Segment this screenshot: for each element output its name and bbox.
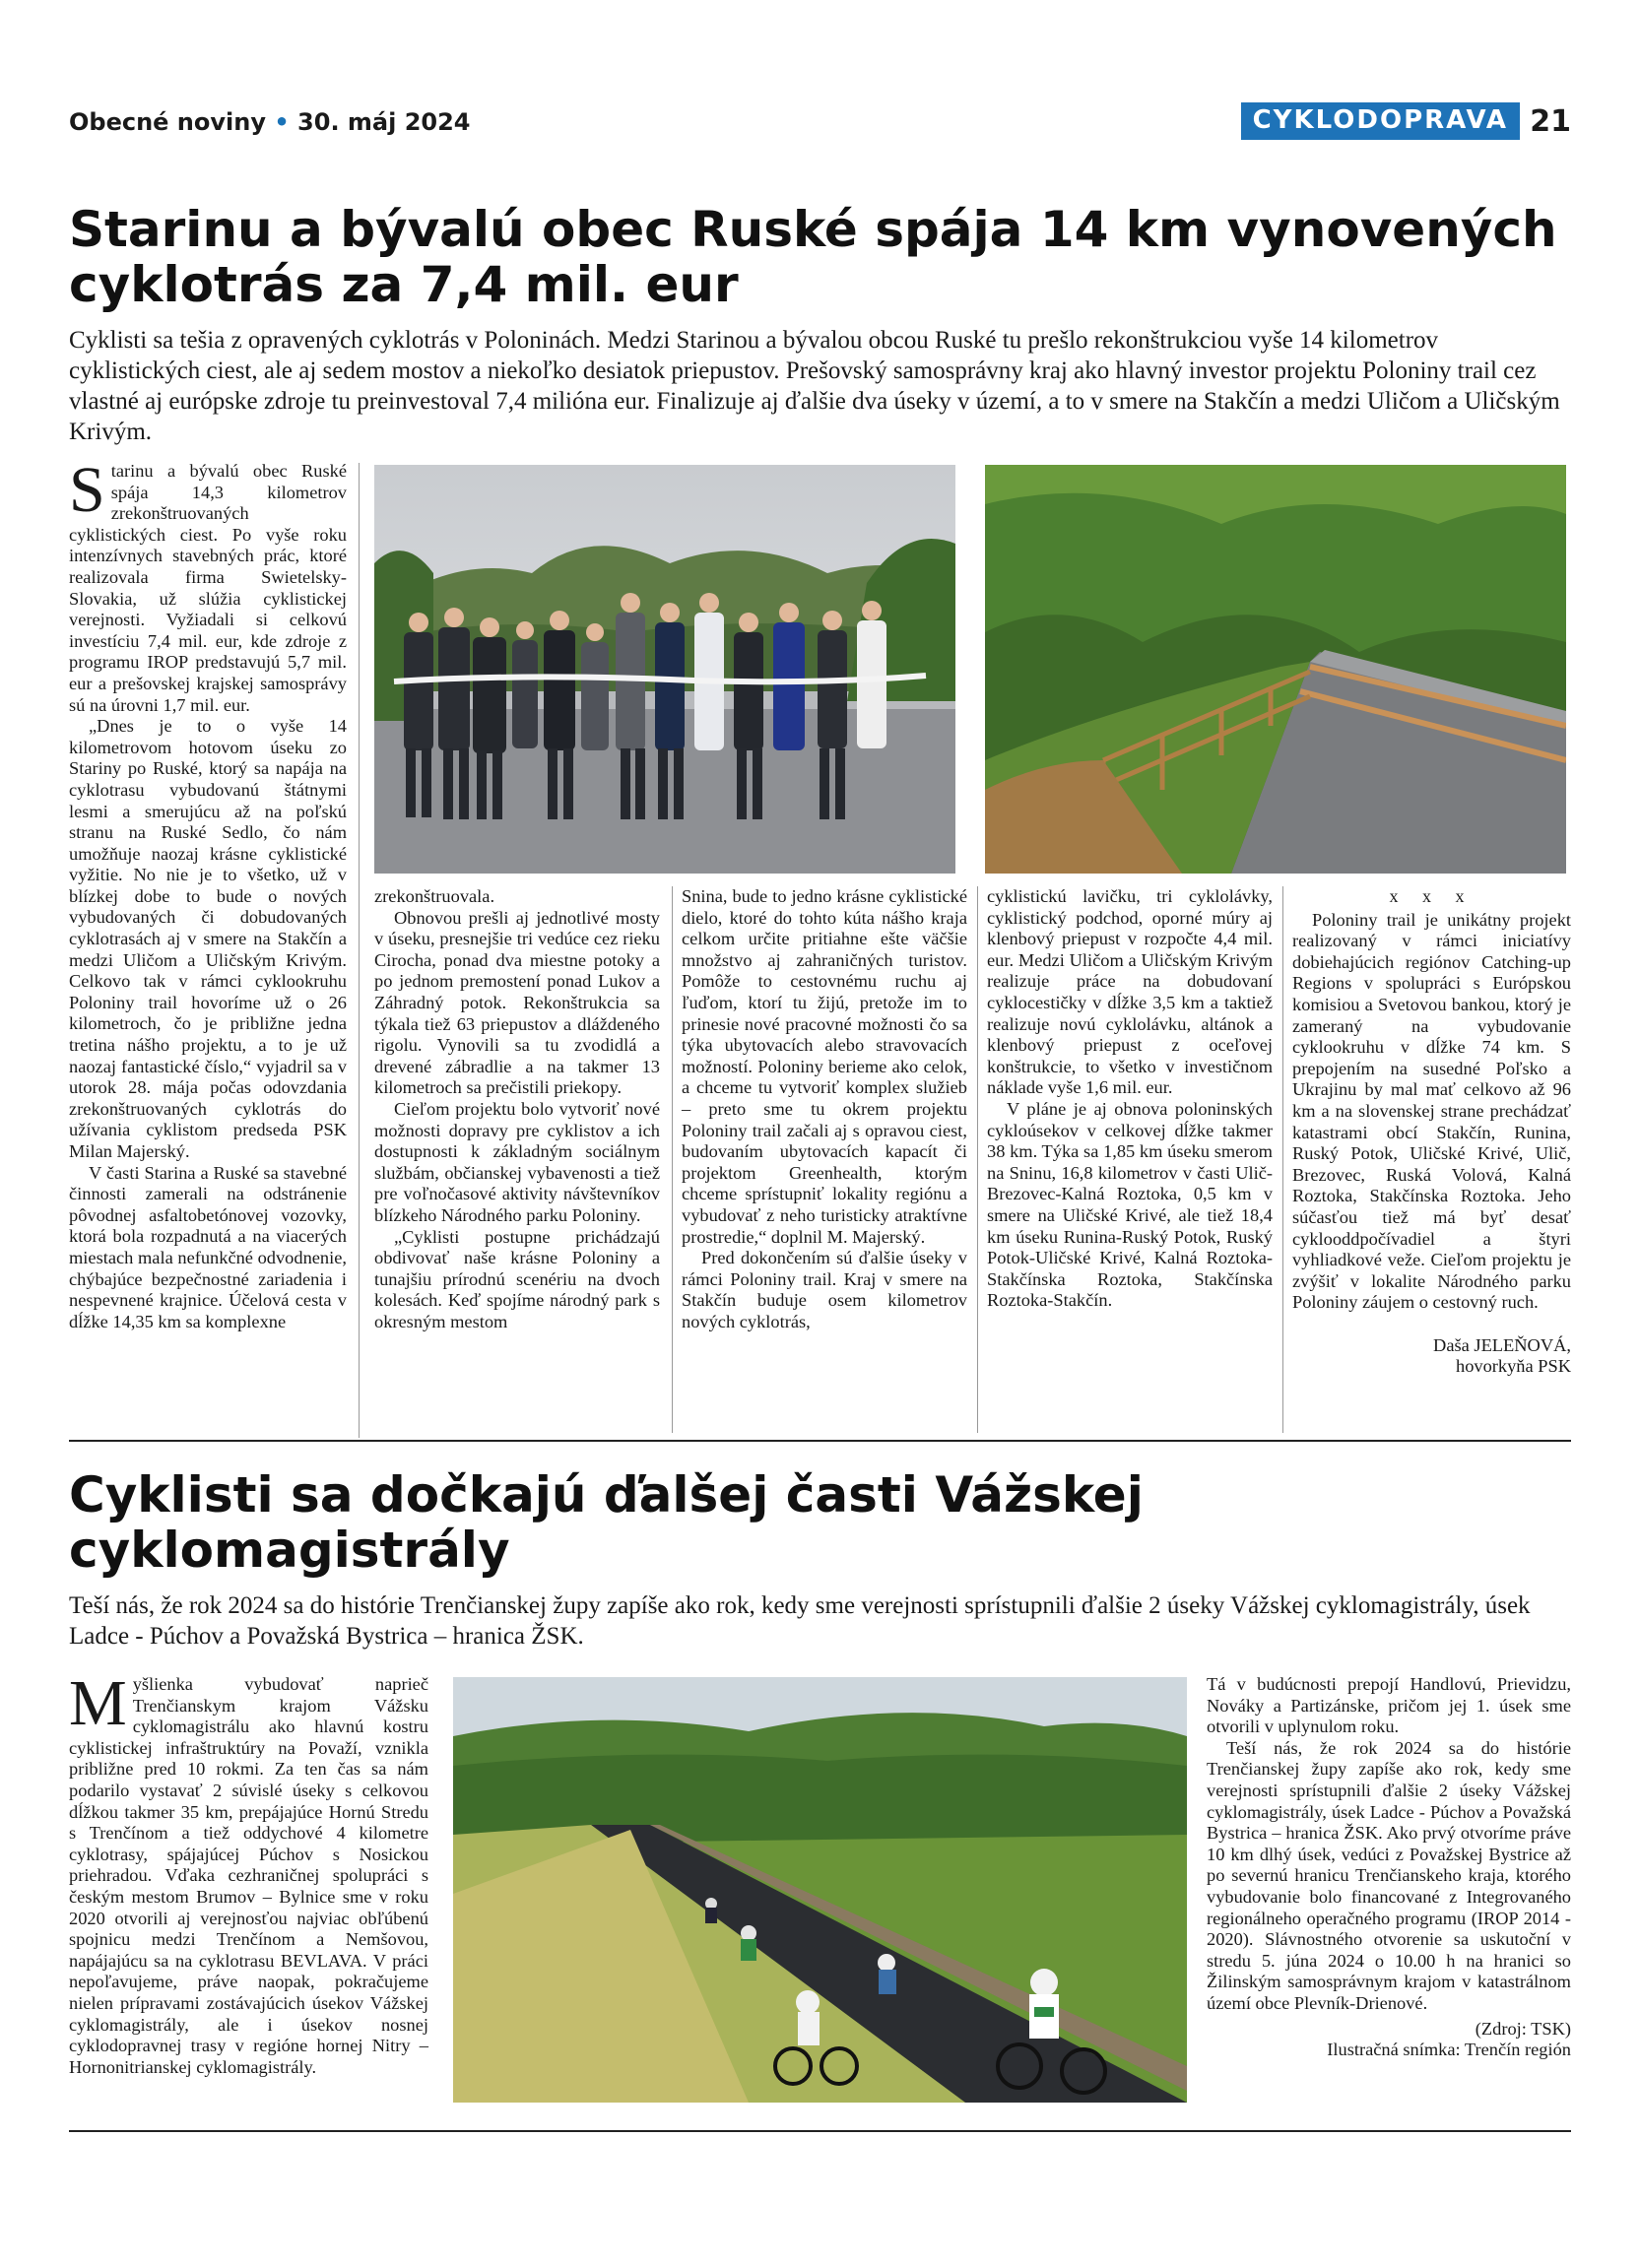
issue-date: 30. máj 2024 xyxy=(297,108,471,136)
source-credit: (Zdroj: TSK) xyxy=(1475,2018,1571,2039)
article1-column-2 xyxy=(374,886,660,1332)
article1-column-4 xyxy=(987,886,1273,1312)
paragraph: V pláne je aj obnova poloninských cykloúsekov v celkovej dĺžke takmer 38 km. Týka sa 1,85 km úseku smerom na Sninu, 16,8 kilometrov v časti Ulič-Brezovec-Kalná Roztoka, 0,5 km v smere na Uličské Krivé, ale tiež 18,4 km úseku Runina-Ruský Potok, Ruský Potok-Uličské Krivé, Kalná Roztoka-Stakčínska Roztoka, Stakčínska Roztoka-Stakčín. xyxy=(987,1098,1273,1311)
paragraph: Starinu a bývalú obec Ruské spája 14,3 kilometrov zrekonštruovaných cyklistických ciest. Po vyše roku intenzívnych stavebných prác, ktoré realizovala firma Swietelsky-Slovakia, už slúžia cyklistickej verejnosti. Vyžiadali si celkovú investíciu 7,4 mil. eur, kde zdroje z programu IROP predstavujú 5,7 mil. eur a prešovskej krajskej samosprávy sú na úrovni 1,7 mil. eur. xyxy=(69,454,347,715)
article1-column-1 xyxy=(69,454,347,1332)
paragraph: V časti Starina a Ruské sa stavebné činnosti zamerali na odstránenie pôvodnej asfaltobetónovej vozovky, ktorá bola rozpadnutá a na viacerých miestach mala nefunkčné odvodnenie, chýbajúce bezpečnostné zariadenia i nespevnené krajnice. Účelová cesta v dĺžke 14,35 km sa komplexne xyxy=(69,1162,347,1331)
article2-column-1 xyxy=(69,1667,428,2078)
ribbon-cutting-photo xyxy=(374,465,955,874)
article2-lead: Teší nás, že rok 2024 sa do histórie Trenčianskej župy zapíše ako rok, kedy sme verejnosti sprístupnili ďalšie 2 úseky Vážskej cyklomagistrály, úsek Ladce - Púchov a Považská Bystrica – hranica ŽSK. xyxy=(69,1592,1531,1650)
paragraph: „Cyklisti postupne prichádzajú obdivovať naše krásne Poloniny a tunajšiu prírodnú scenériu na dvoch kolesách. Keď spojíme národný park s okresným mestom xyxy=(374,1226,660,1331)
bottom-rule xyxy=(69,2130,1571,2132)
masthead xyxy=(69,108,471,136)
paragraph: Teší nás, že rok 2024 sa do histórie Trenčianskej župy zapíše ako rok, kedy sme verejnosti sprístupnili ďalšie 2 úseky Vážskej cyklomagistrály, úsek Ladce - Púchov a Považská Bystrica – hranica ŽSK. Ako prvý otvoríme práve 10 km dlhý úsek, vedúci z Považskej Bystrice až po severnú hranicu Trenčianskeho kraja, ktorého vybudovanie bolo financované z Integrovaného regionálneho operačného programu (IROP 2014 - 2020). Slávnostného otvorenie sa uskutoční v stredu 5. júna 2024 o 10.00 h na hranici so Žilinským samosprávnym krajom v katastrálnom území obce Plevník-Drienové. xyxy=(1207,1737,1571,2013)
drop-cap: M xyxy=(69,1667,127,1739)
drop-cap: S xyxy=(69,454,105,526)
paragraph: Tá v budúcnosti prepojí Handlovú, Prievidzu, Nováky a Partizánske, pričom jej 1. úsek sme otvorili v uplynulom roku. xyxy=(1207,1674,1571,1737)
section-label: CYKLODOPRAVA xyxy=(1241,102,1520,140)
paragraph: cyklistickú lavičku, tri cyklolávky, cyklistický podchod, oporné múry aj klenbový priepust v rozpočte 4,4 mil. eur. Medzi Uličom a Uličským Krivým realizuje práce na dobudovaní cyklocestičky v dĺžke 3,5 km a taktiež realizuje novú cyklolávku, altánok a klenbový priepust z oceľovej konštrukcie, to všetko v investičnom náklade vyše 1,6 mil. eur. xyxy=(987,886,1273,1098)
cyclists-photo xyxy=(453,1677,1187,2103)
page-number: 21 xyxy=(1530,104,1571,139)
paragraph: Cieľom projektu bolo vytvoriť nové možnosti dopravy pre cyklistov a ich dostupnosti k základným sociálnym službám, občianskej vybavenosti a tiež pre voľnočasové aktivity návštevníkov blízkeho Národného parku Poloniny. xyxy=(374,1098,660,1225)
page-header xyxy=(69,102,1571,142)
separator-dot: • xyxy=(274,108,290,136)
column-divider xyxy=(359,463,360,1438)
paragraph: Obnovou prešli aj jednotlivé mosty v úseku, presnejšie tri vedúce cez rieku Cirocha, ponad dva miestne potoky a po jednom premostení ponad Lukov a Záhradný potok. Rekonštrukcia sa týkala tiež 63 priepustov a dláždeného rigolu. Vynovili sa tu zvodidlá a drevené zábradlie a na takmer 13 kilometroch sa prečistili priekopy. xyxy=(374,907,660,1098)
article1-column-5 xyxy=(1292,886,1571,1378)
photo-caption: Ilustračná snímka: Trenčín región xyxy=(1327,2040,1571,2060)
author-role: hovorkyňa PSK xyxy=(1456,1356,1571,1377)
article1-lead: Cyklisti sa tešia z opravených cyklotrás v Poloninách. Medzi Starinou a bývalou obcou Ruské tu prešlo rekonštrukciou vyše 14 kilometrov cyklistických ciest, ale aj sedem mostov a niekoľko desiatok priepustov. Prešovský samosprávny kraj ako hlavný investor projektu Poloniny trail cez vlastné aj európske zdroje tu preinvestoval 7,4 milióna eur. Finalizuje aj ďalšie dva úseky v území, a to v smere na Stakčín a medzi Uličom a Uličským Krivým. xyxy=(69,327,1560,445)
paragraph: Poloniny trail je unikátny projekt realizovaný v rámci iniciatívy dobiehajúcich regiónov Catching-up Regions v spolupráci s Európskou komisiou a Svetovou bankou, ktorý je zameraný na vybudovanie cyklookruhu v dĺžke 74 km. S prepojením na susedné Poľsko a Ukrajinu by mal mať celkovo až 96 km a na slovenskej strane prechádzať katastrami obcí Stakčín, Runina, Ruský Potok, Uličské Krivé, Ulič, Brezovec, Ruská Volová, Kalná Roztoka, Stakčínska Roztoka. Jeho súčasťou tiež má byť desať cyklooddpočívadiel a štyri vyhliadkové veže. Cieľom projektu je zvýšiť v lokalite Národného parku Poloniny záujem o cestovný ruch. xyxy=(1292,909,1571,1313)
paragraph: Myšlienka vybudovať naprieč Trenčianskym krajom Vážsku cyklomagistrálu ako hlavnú kostru cyklistickej infraštruktúry na Považí, vznikla približne pred 10 rokmi. Za ten čas sa nám podarilo vystavať 2 súvislé úseky s celkovou dĺžkou takmer 35 km, prepájajúce Hornú Stredu s Trenčínom a tiež oddychové 4 kilometre cyklotrasy, spájajúcej Púchov s Nosickou priehradou. Vďaka cezhraničnej spolupráci s českým mestom Brumov – Bylnice sme v roku 2020 otvorili aj verejnosťou najviac obľúbenú spojnicu medzi Trenčínom a Nemšovou, napájajúcu sa na cyklotrasu BEVLAVA. V práci nepoľavujeme, práve naopak, pokračujeme nielen prípravami zostávajúcich úsekov Vážskej cyklomagistrály, ale i úsekov nosnej cyklodopravnej trasy v regióne hornej Nitry – Hornonitrianskej cyklomagistrály. xyxy=(69,1667,428,2077)
paragraph: Pred dokončením sú ďalšie úseky v rámci Poloniny trail. Kraj v smere na Stakčín buduje osem kilometrov nových cyklotrás, xyxy=(682,1248,967,1331)
paragraph: „Dnes je to o vyše 14 kilometrovom hotovom úseku zo Stariny po Ruské, ktorý sa napája na cyklotrasu vybudovanú štátnymi lesmi a smerujúcu až na poľskú stranu na Ruské Sedlo, čo nám umožňuje naozaj krásne cyklistické vyžitie. No nie je to všetko, už v blízkej dobe to bude o nových vybudovaných či dobudovaných cyklotrasách aj v smere na Stakčín a medzi Uličom a Uličským Krivým. Celkovo tak v rámci cyklookruhu Poloniny trail hovoríme už o 26 kilometroch, čo je približne jedna tretina nášho projektu, a to je už naozaj fantastické číslo,“ vyjadril sa v utorok 28. mája počas odovzdania zrekonštruovaných cyklotrás do užívania cyklistom predseda PSK Milan Majerský. xyxy=(69,716,347,1161)
article1-column-3 xyxy=(682,886,967,1332)
column-divider xyxy=(1282,886,1283,1433)
column-divider xyxy=(672,886,673,1433)
article1-title: Starinu a bývalú obec Ruské spája 14 km vynovených cyklotrás za 7,4 mil. eur xyxy=(69,201,1557,313)
cycle-road-photo xyxy=(985,465,1566,874)
column-divider xyxy=(977,886,978,1433)
newspaper-name: Obecné noviny xyxy=(69,108,266,136)
paragraph: zrekonštruovala. xyxy=(374,886,495,906)
paragraph: Snina, bude to jedno krásne cyklistické dielo, ktoré do tohto kúta nášho kraja celkom určite pritiahne ešte väčšie množstvo aj zahraničných turistov. Pomôže to cestovnému ruchu aj ľuďom, ktorí tu žijú, pretože im to prinesie nové pracovné možnosti čo sa týka ubytovacích alebo stravovacích možností. Poloniny berieme ako celok, a chceme tu vytvoriť komplex služieb – preto sme tu okrem projektu Poloniny trail začali aj s opravou ciest, budovaním ubytovacích kapacít či projektom Greenhealth, ktorým chceme sprístupniť lokality regiónu a vybudovať z neho turisticky atraktívne prostredie,“ doplnil M. Majerský. xyxy=(682,886,967,1247)
section-break: x x x xyxy=(1389,886,1475,906)
cyclists-photo-image xyxy=(453,1677,1187,2103)
article2-column-2 xyxy=(1207,1674,1571,2061)
author-name: Daša JELEŇOVÁ, xyxy=(1433,1334,1571,1355)
ribbon-cutting-photo-image xyxy=(374,465,955,874)
article-divider xyxy=(69,1440,1571,1442)
cycle-road-photo-image xyxy=(985,465,1566,874)
article2-title: Cyklisti sa dočkajú ďalšej časti Vážskej cyklomagistrály xyxy=(69,1466,1144,1579)
